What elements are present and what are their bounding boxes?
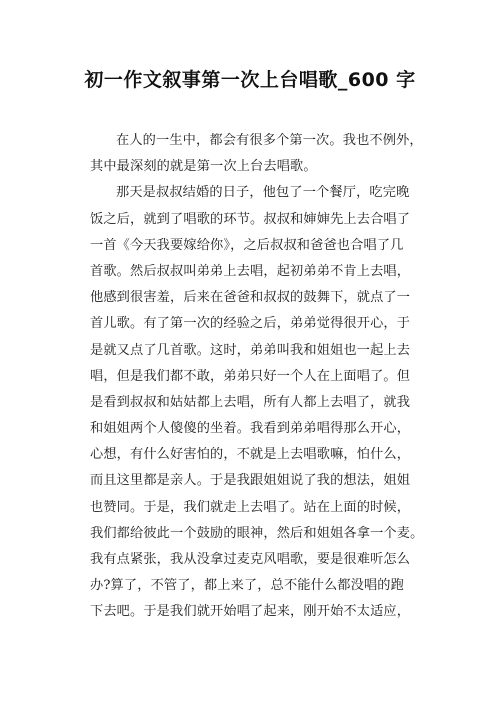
paragraph-line: 其中最深刻的就是第一次上台去唱歌。	[90, 159, 317, 175]
paragraph-line: 唱，但是我们都不敢，弟弟只好一个人在上面唱了。但	[90, 368, 411, 384]
paragraph-line: 一首《今天我要嫁给你》，之后叔叔和爸爸也合唱了几	[90, 237, 404, 253]
paragraph-line: 下去吧。于是我们就开始唱了起来，刚开始不太适应，	[90, 604, 411, 620]
paragraph-line: 我们都给彼此一个鼓励的眼神，然后和姐姐各拿一个麦。	[90, 525, 424, 541]
document-title: 初一作文叙事第一次上台唱歌_600 字	[84, 69, 416, 91]
paragraph-line: 和姐姐两个人傻傻的坐着。我看到弟弟唱得那么开心，	[90, 421, 411, 437]
paragraph-line: 办?算了，不管了，都上来了，总不能什么都没唱的跑	[90, 578, 404, 594]
paragraph-line: 而且这里都是亲人。于是我跟姐姐说了我的想法，姐姐	[90, 473, 411, 489]
paragraph-line: 心想，有什么好害怕的，不就是上去唱歌嘛，怕什么，	[90, 447, 411, 463]
paragraph-line: 在人的一生中，都会有很多个第一次。我也不例外，	[116, 133, 423, 148]
paragraph-line: 也赞同。于是，我们就走上去唱了。站在上面的时候，	[90, 499, 411, 515]
paragraph-line: 那天是叔叔结婚的日子，他包了一个餐厅，吃完晚	[116, 185, 410, 201]
paragraph-line: 是看到叔叔和姑姑都上去唱，所有人都上去唱了，就我	[90, 394, 411, 410]
paragraph-line: 首歌。然后叔叔叫弟弟上去唱，起初弟弟不肯上去唱，	[90, 263, 411, 279]
paragraph-line: 我有点紧张，我从没拿过麦克风唱歌，要是很难听怎么	[90, 552, 411, 567]
document-body	[90, 128, 424, 626]
paragraph-line: 他感到很害羞，后来在爸爸和叔叔的鼓舞下，就点了一	[90, 290, 411, 306]
paragraph-line: 首儿歌。有了第一次的经验之后，弟弟觉得很开心，于	[90, 316, 411, 332]
paragraph-line: 是就又点了几首歌。这时，弟弟叫我和姐姐也一起上去	[90, 342, 411, 358]
paragraph-line: 饭之后，就到了唱歌的环节。叔叔和婶婶先上去合唱了	[90, 211, 411, 227]
